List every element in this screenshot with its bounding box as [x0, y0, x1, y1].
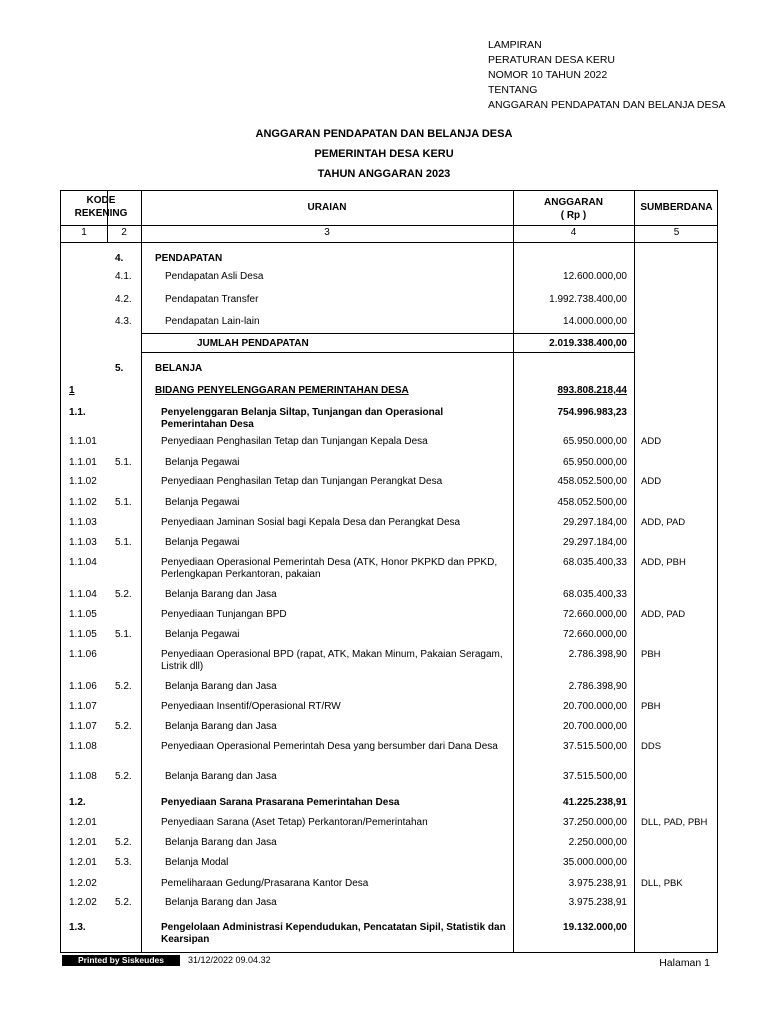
rekening-cell: 5.2.: [115, 589, 132, 600]
header-kode-rekening: [61, 194, 141, 220]
uraian-cell: BELANJA: [155, 363, 203, 374]
kode-cell: 1.3.: [69, 922, 86, 933]
header-sumberdana: SUMBERDANA: [640, 202, 713, 213]
rekening-cell: 5.1.: [115, 457, 132, 468]
header-anggaran-line: ( Rp ): [560, 210, 587, 221]
lampiran-block: [488, 38, 725, 113]
anggaran-cell: 2.786.398,90: [568, 649, 627, 660]
uraian-cell: Penyediaan Operasional Pemerintah Desa yang bersumber dari Dana Desa: [161, 741, 498, 752]
kode-cell: 1.1.01: [69, 436, 97, 447]
anggaran-cell: 893.808.218,44: [557, 385, 627, 396]
sumberdana-cell: DLL, PAD, PBH: [641, 817, 708, 828]
anggaran-cell: 1.992.738.400,00: [549, 294, 627, 305]
anggaran-cell: 3.975.238,91: [568, 897, 627, 908]
rekening-cell: 5.1.: [115, 537, 132, 548]
uraian-cell: Belanja Modal: [165, 857, 229, 868]
rekening-cell: 5.2.: [115, 721, 132, 732]
anggaran-cell: 458.052.500,00: [557, 476, 627, 487]
anggaran-cell: 37.515.500,00: [563, 741, 627, 752]
rekening-cell: 5.2.: [115, 771, 132, 782]
document-title: ANGGARAN PENDAPATAN DAN BELANJA DESA: [255, 128, 513, 140]
column-number: 2: [121, 227, 127, 238]
anggaran-cell: 72.660.000,00: [563, 629, 627, 640]
uraian-cell: Pendapatan Asli Desa: [165, 271, 264, 282]
anggaran-cell: 41.225.238,91: [563, 797, 627, 808]
sumberdana-cell: PBH: [641, 649, 661, 660]
uraian-cell: Belanja Barang dan Jasa: [165, 771, 277, 782]
uraian-cell: Belanja Barang dan Jasa: [165, 681, 277, 692]
column-number: 4: [570, 227, 577, 238]
lampiran-line: LAMPIRAN: [488, 39, 542, 51]
rekening-cell: 4.1.: [115, 271, 132, 282]
uraian-cell: Belanja Barang dan Jasa: [165, 721, 277, 732]
lampiran-line: NOMOR 10 TAHUN 2022: [488, 69, 608, 81]
uraian-cell: Belanja Barang dan Jasa: [165, 589, 277, 600]
column-divider: [141, 191, 142, 952]
column-divider: [513, 191, 514, 952]
kode-cell: 1.2.01: [69, 817, 97, 828]
printed-by-label: Printed by Siskeudes: [62, 955, 180, 966]
uraian-cell: Penyediaan Insentif/Operasional RT/RW: [161, 701, 341, 712]
uraian-cell: Pendapatan Transfer: [165, 294, 259, 305]
anggaran-cell: 65.950.000,00: [563, 436, 627, 447]
anggaran-cell: 458.052.500,00: [557, 497, 627, 508]
anggaran-cell: 14.000.000,00: [563, 316, 627, 327]
uraian-cell: JUMLAH PENDAPATAN: [197, 338, 309, 349]
header-anggaran-line: ANGGARAN: [544, 197, 603, 208]
kode-cell: 1.1.08: [69, 771, 97, 782]
sumberdana-cell: ADD, PAD: [641, 609, 686, 620]
kode-cell: 1.1.06: [69, 649, 97, 660]
header-anggaran: [513, 196, 634, 222]
anggaran-cell: 19.132.000,00: [563, 922, 627, 933]
sumberdana-cell: ADD: [641, 476, 662, 487]
uraian-cell: PENDAPATAN: [155, 253, 223, 264]
rekening-cell: 5.2.: [115, 897, 132, 908]
sumberdana-cell: ADD: [641, 436, 662, 447]
kode-cell: 1.1.03: [69, 517, 97, 528]
uraian-cell: Belanja Pegawai: [165, 497, 240, 508]
header-uraian: URAIAN: [307, 202, 347, 213]
kode-cell: 1.1.08: [69, 741, 97, 752]
header-divider: [61, 225, 717, 226]
anggaran-cell: 68.035.400,33: [563, 557, 627, 568]
uraian-cell: Belanja Pegawai: [165, 629, 240, 640]
column-number: 3: [324, 227, 330, 238]
kode-cell: 1.1.01: [69, 457, 97, 468]
uraian-cell: Penyediaan Sarana Prasarana Pemerintahan Desa: [161, 797, 400, 808]
anggaran-cell: 3.975.238,91: [568, 878, 627, 889]
rekening-cell: 5.2.: [115, 681, 132, 692]
anggaran-cell: 29.297.184,00: [563, 537, 627, 548]
printed-date: 31/12/2022 09.04.32: [188, 955, 271, 965]
sumberdana-cell: DLL, PBK: [641, 878, 683, 889]
kode-cell: 1.1.02: [69, 497, 97, 508]
anggaran-cell: 20.700.000,00: [563, 721, 627, 732]
kode-cell: 1.1.07: [69, 701, 97, 712]
uraian-cell: Belanja Barang dan Jasa: [165, 837, 277, 848]
anggaran-cell: 2.019.338.400,00: [549, 338, 627, 349]
kode-cell: 1.2.: [69, 797, 86, 808]
sumberdana-cell: PBH: [641, 701, 661, 712]
anggaran-cell: 12.600.000,00: [563, 271, 627, 282]
kode-cell: 1.2.02: [69, 897, 97, 908]
uraian-cell: Belanja Pegawai: [165, 537, 240, 548]
document-titles: [0, 124, 768, 184]
rekening-cell: 4.: [115, 253, 124, 264]
uraian-cell: Penyediaan Jaminan Sosial bagi Kepala Desa dan Perangkat Desa: [161, 517, 461, 528]
rekening-cell: 5.1.: [115, 497, 132, 508]
anggaran-cell: 37.515.500,00: [563, 771, 627, 782]
header-kode-line: KODE: [86, 195, 116, 206]
kode-cell: 1.1.05: [69, 629, 97, 640]
document-year: TAHUN ANGGARAN 2023: [317, 168, 451, 180]
anggaran-cell: 37.250.000,00: [563, 817, 627, 828]
header-kode-line: REKENING: [74, 208, 128, 219]
uraian-cell: Penyediaan Operasional BPD (rapat, ATK, Makan Minum, Pakaian Seragam, Listrik dll): [161, 649, 503, 672]
uraian-cell: Pengelolaan Administrasi Kependudukan, Pencatatan Sipil, Statistik dan Kearsipan: [161, 922, 506, 945]
lampiran-line: ANGGARAN PENDAPATAN DAN BELANJA DESA: [488, 99, 726, 111]
kode-cell: 1.1.: [69, 407, 86, 418]
uraian-cell: Penyelenggaran Belanja Siltap, Tunjangan dan Operasional Pemerintahan Desa: [161, 407, 444, 430]
uraian-cell: Belanja Pegawai: [165, 457, 240, 468]
sumberdana-cell: DDS: [641, 741, 662, 752]
rekening-cell: 5.3.: [115, 857, 132, 868]
kode-cell: 1.1.07: [69, 721, 97, 732]
lampiran-line: TENTANG: [488, 84, 538, 96]
rekening-cell: 4.2.: [115, 294, 132, 305]
anggaran-cell: 20.700.000,00: [563, 701, 627, 712]
sumberdana-cell: ADD, PBH: [641, 557, 686, 568]
document-subtitle: PEMERINTAH DESA KERU: [314, 148, 454, 160]
uraian-cell: Pemeliharaan Gedung/Prasarana Kantor Desa: [161, 878, 369, 889]
kode-cell: 1.2.02: [69, 878, 97, 889]
lampiran-line: PERATURAN DESA KERU: [488, 54, 615, 66]
anggaran-cell: 68.035.400,33: [563, 589, 627, 600]
kode-cell: 1: [69, 385, 75, 396]
page-number: Halaman 1: [659, 957, 710, 969]
rekening-cell: 5.2.: [115, 837, 132, 848]
kode-cell: 1.2.01: [69, 837, 97, 848]
budget-table: [60, 190, 718, 953]
uraian-cell: Belanja Barang dan Jasa: [165, 897, 277, 908]
kode-cell: 1.2.01: [69, 857, 97, 868]
anggaran-cell: 754.996.983,23: [557, 407, 627, 418]
anggaran-cell: 65.950.000,00: [563, 457, 627, 468]
uraian-cell: Penyediaan Operasional Pemerintah Desa (ATK, Honor PKPKD dan PPKD, Perlengkapan Perkantoran, pakaian: [161, 557, 498, 580]
page-footer: [60, 955, 718, 969]
kode-cell: 1.1.03: [69, 537, 97, 548]
uraian-cell: Penyediaan Penghasilan Tetap dan Tunjangan Kepala Desa: [161, 436, 428, 447]
anggaran-cell: 72.660.000,00: [563, 609, 627, 620]
anggaran-cell: 29.297.184,00: [563, 517, 627, 528]
column-number: 1: [81, 227, 87, 238]
kode-cell: 1.1.06: [69, 681, 97, 692]
rekening-cell: 4.3.: [115, 316, 132, 327]
kode-cell: 1.1.04: [69, 589, 97, 600]
rekening-cell: 5.: [115, 363, 124, 374]
uraian-cell: Penyediaan Tunjangan BPD: [161, 609, 287, 620]
uraian-cell: BIDANG PENYELENGGARAN PEMERINTAHAN DESA: [155, 385, 409, 396]
header-divider: [61, 242, 717, 243]
rekening-cell: 5.1.: [115, 629, 132, 640]
column-number: 5: [673, 227, 680, 238]
kode-cell: 1.1.04: [69, 557, 97, 568]
anggaran-cell: 2.786.398,90: [568, 681, 627, 692]
anggaran-cell: 2.250.000,00: [568, 837, 627, 848]
uraian-cell: Penyediaan Sarana (Aset Tetap) Perkantoran/Pemerintahan: [161, 817, 428, 828]
kode-cell: 1.1.02: [69, 476, 97, 487]
uraian-cell: Pendapatan Lain-lain: [165, 316, 260, 327]
uraian-cell: Penyediaan Penghasilan Tetap dan Tunjangan Perangkat Desa: [161, 476, 443, 487]
sumberdana-cell: ADD, PAD: [641, 517, 686, 528]
kode-cell: 1.1.05: [69, 609, 97, 620]
column-divider: [634, 191, 635, 952]
anggaran-cell: 35.000.000,00: [563, 857, 627, 868]
